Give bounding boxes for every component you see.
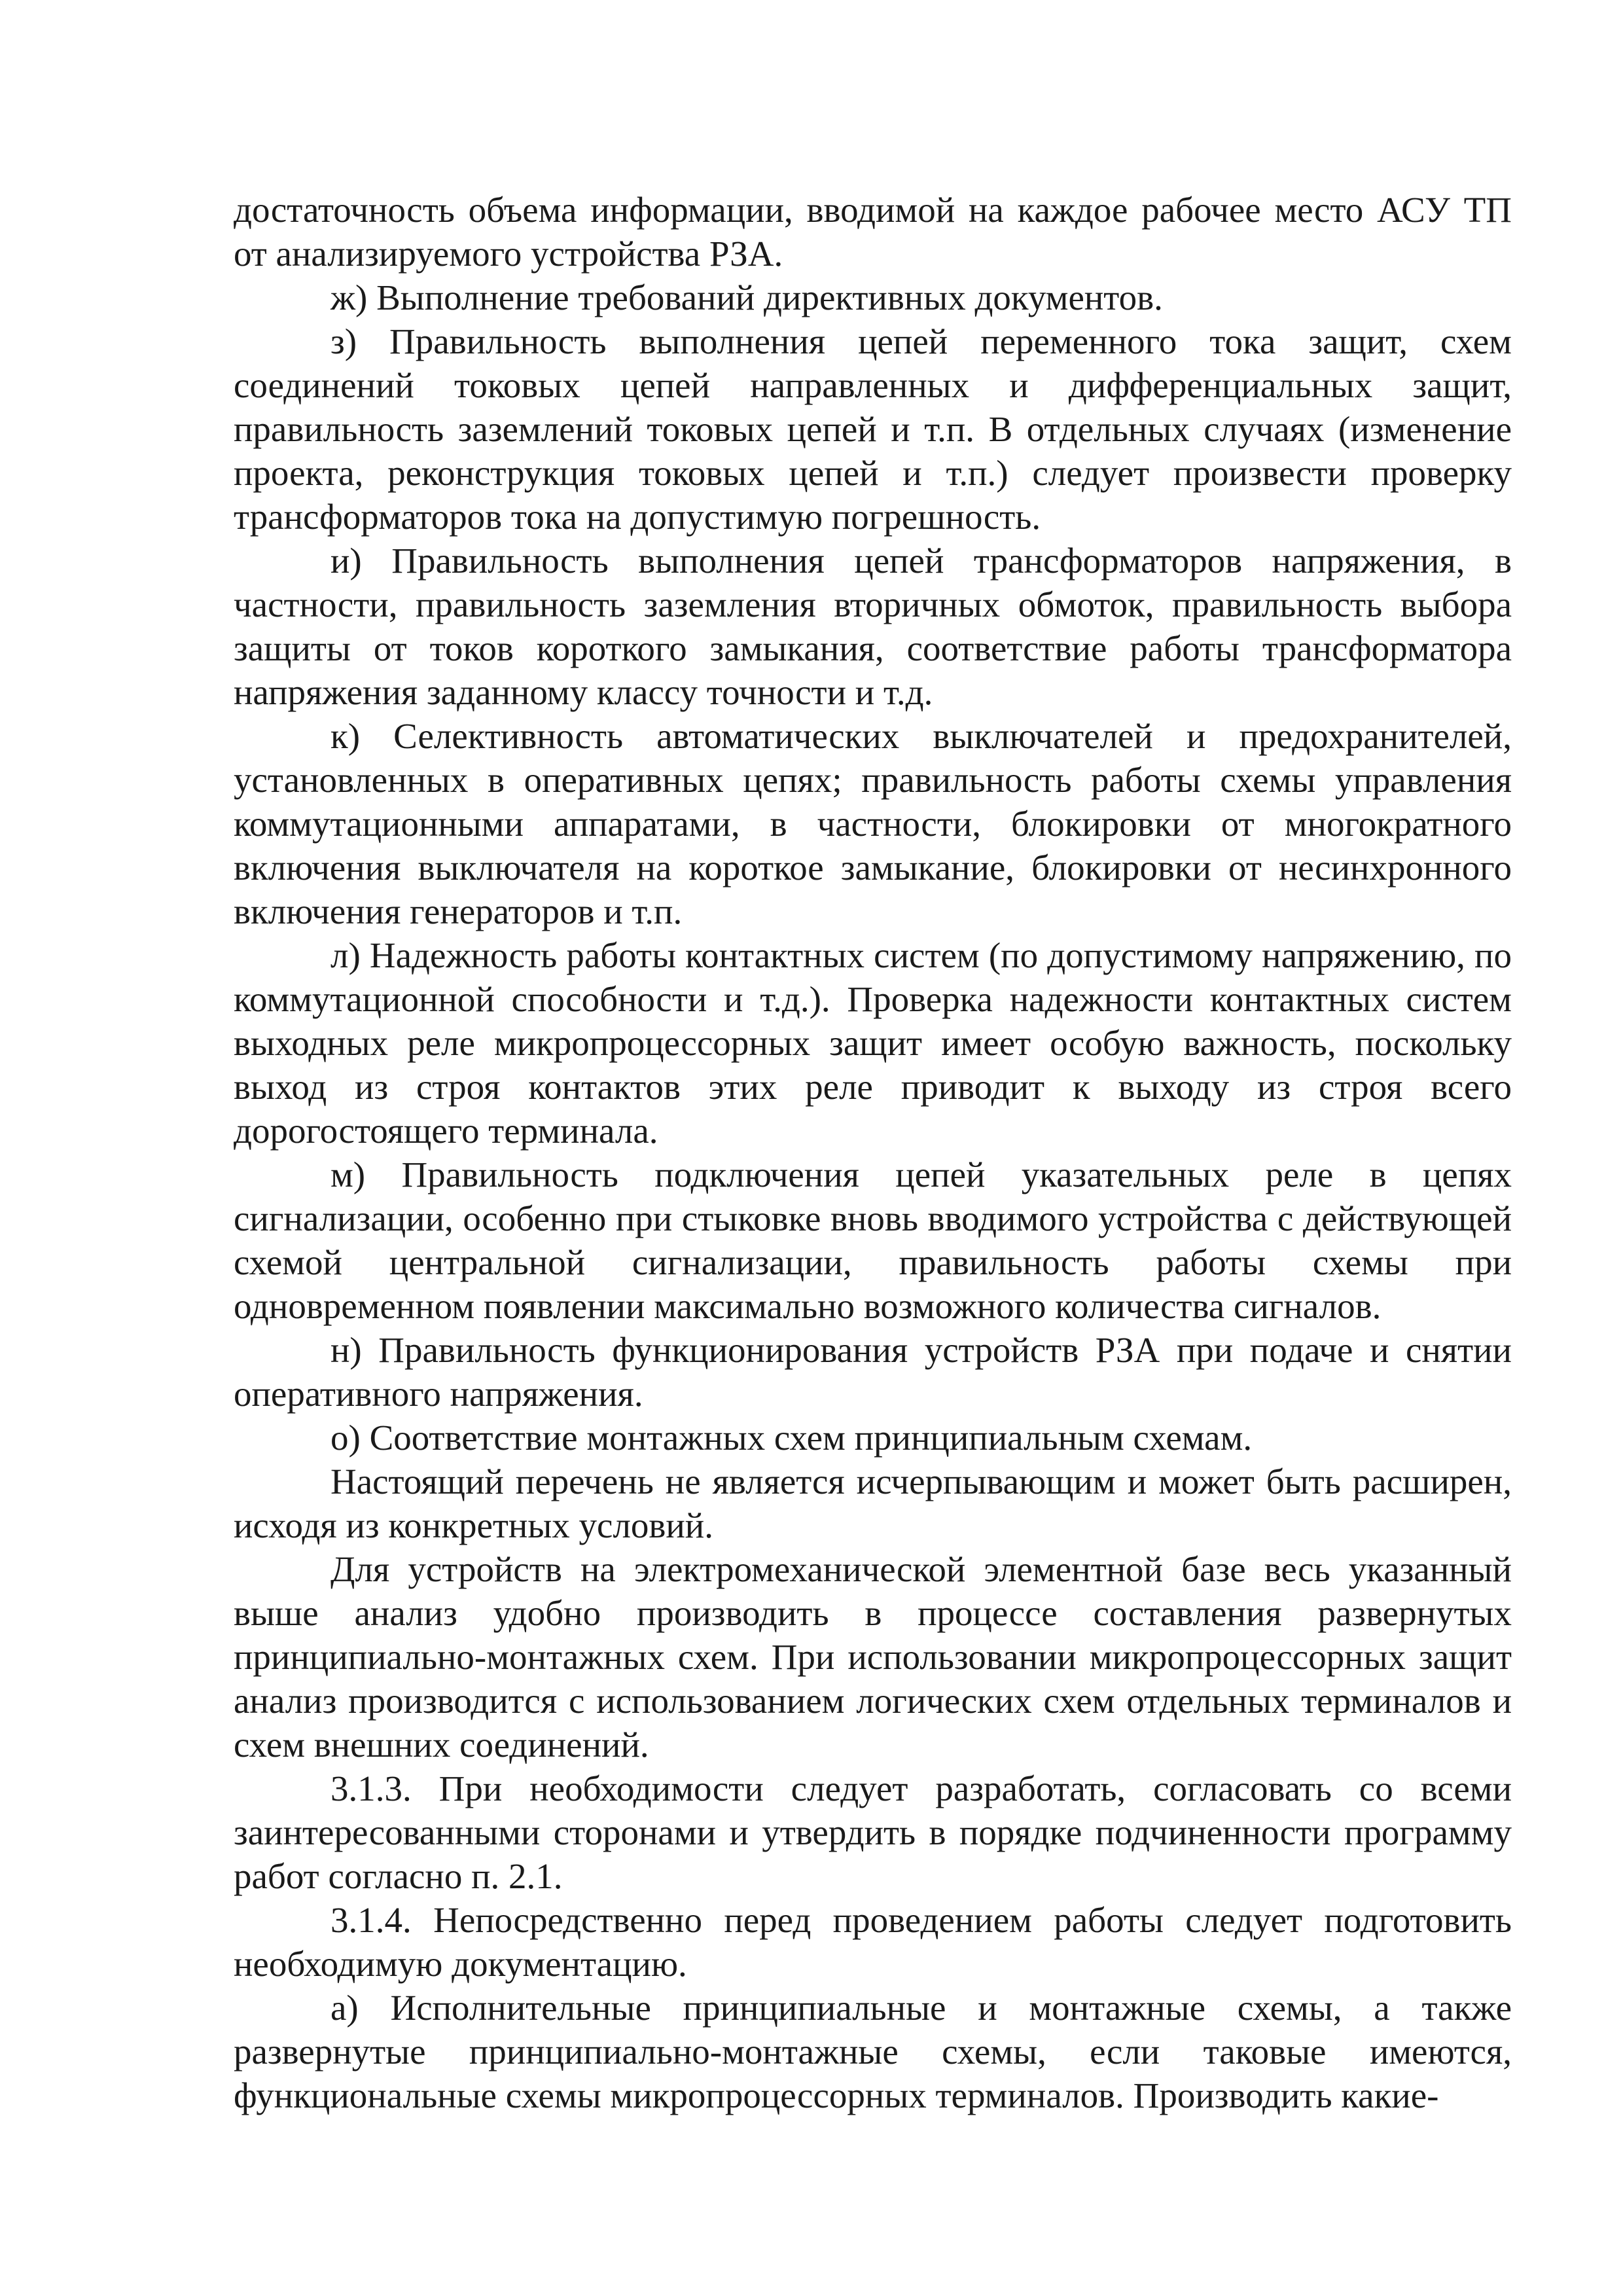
paragraph-item-i: и) Правильность выполнения цепей трансформаторов напряжения, в частности, правильность заземления вторичных обмоток, правильность выбора защиты от токов короткого замыкания, соответствие работы трансформатора напряжения заданному классу точности и т.д. <box>234 541 1512 712</box>
paragraph-note: Настоящий перечень не является исчерпывающим и может быть расширен, исходя из конкретных условий. <box>234 1462 1512 1545</box>
paragraph-section-3-1-3: 3.1.3. При необходимости следует разработать, согласовать со всеми заинтересованными сторонами и утвердить в порядке подчиненности программу работ согласно п. 2.1. <box>234 1768 1512 1896</box>
paragraph-item-m: м) Правильность подключения цепей указательных реле в цепях сигнализации, особенно при стыковке вновь вводимого устройства с действующей схемой центральной сигнализации, правильность работы схемы при одновременном появлении максимально возможного количества сигналов. <box>234 1155 1512 1326</box>
paragraph-section-3-1-4: 3.1.4. Непосредственно перед проведением работы следует подготовить необходимую документацию. <box>234 1900 1512 1984</box>
paragraph-item-l: л) Надежность работы контактных систем (по допустимому напряжению, по коммутационной способности и т.д.). Проверка надежности контактных систем выходных реле микропроцессорных защит имеет особую важность, поскольку выход из строя контактов этих реле приводит к выходу из строя всего дорогостоящего терминала. <box>234 935 1512 1151</box>
paragraph-item-n: н) Правильность функционирования устройств РЗА при подаче и снятии оперативного напряжения. <box>234 1330 1512 1414</box>
paragraph-item-o: о) Соответствие монтажных схем принципиальным схемам. <box>330 1418 1253 1458</box>
paragraph-item-a: а) Исполнительные принципиальные и монтажные схемы, а также развернутые принципиально-монтажные схемы, если таковые имеются, функциональные схемы микропроцессорных терминалов. Производить какие- <box>234 1988 1512 2115</box>
paragraph-item-zh: ж) Выполнение требований директивных документов. <box>330 278 1163 317</box>
paragraph-continuation: достаточность объема информации, вводимой на каждое рабочее место АСУ ТП от анализируемого устройства РЗА. <box>234 190 1512 274</box>
document-body <box>234 188 1512 2117</box>
paragraph-item-z: з) Правильность выполнения цепей переменного тока защит, схем соединений токовых цепей направленных и дифференциальных защит, правильность заземлений токовых цепей и т.п. В отдельных случаях (изменение проекта, реконструкция токовых цепей и т.п.) следует произвести проверку трансформаторов тока на допустимую погрешность. <box>234 321 1512 537</box>
paragraph-item-k: к) Селективность автоматических выключателей и предохранителей, установленных в оперативных цепях; правильность работы схемы управления коммутационными аппаратами, в частности, блокировки от многократного включения выключателя на короткое замыкание, блокировки от несинхронного включения генераторов и т.п. <box>234 716 1512 931</box>
paragraph-analysis: Для устройств на электромеханической элементной базе весь указанный выше анализ удобно производить в процессе составления развернутых принципиально-монтажных схем. При использовании микропроцессорных защит анализ производится с использованием логических схем отдельных терминалов и схем внешних соединений. <box>234 1549 1512 1765</box>
